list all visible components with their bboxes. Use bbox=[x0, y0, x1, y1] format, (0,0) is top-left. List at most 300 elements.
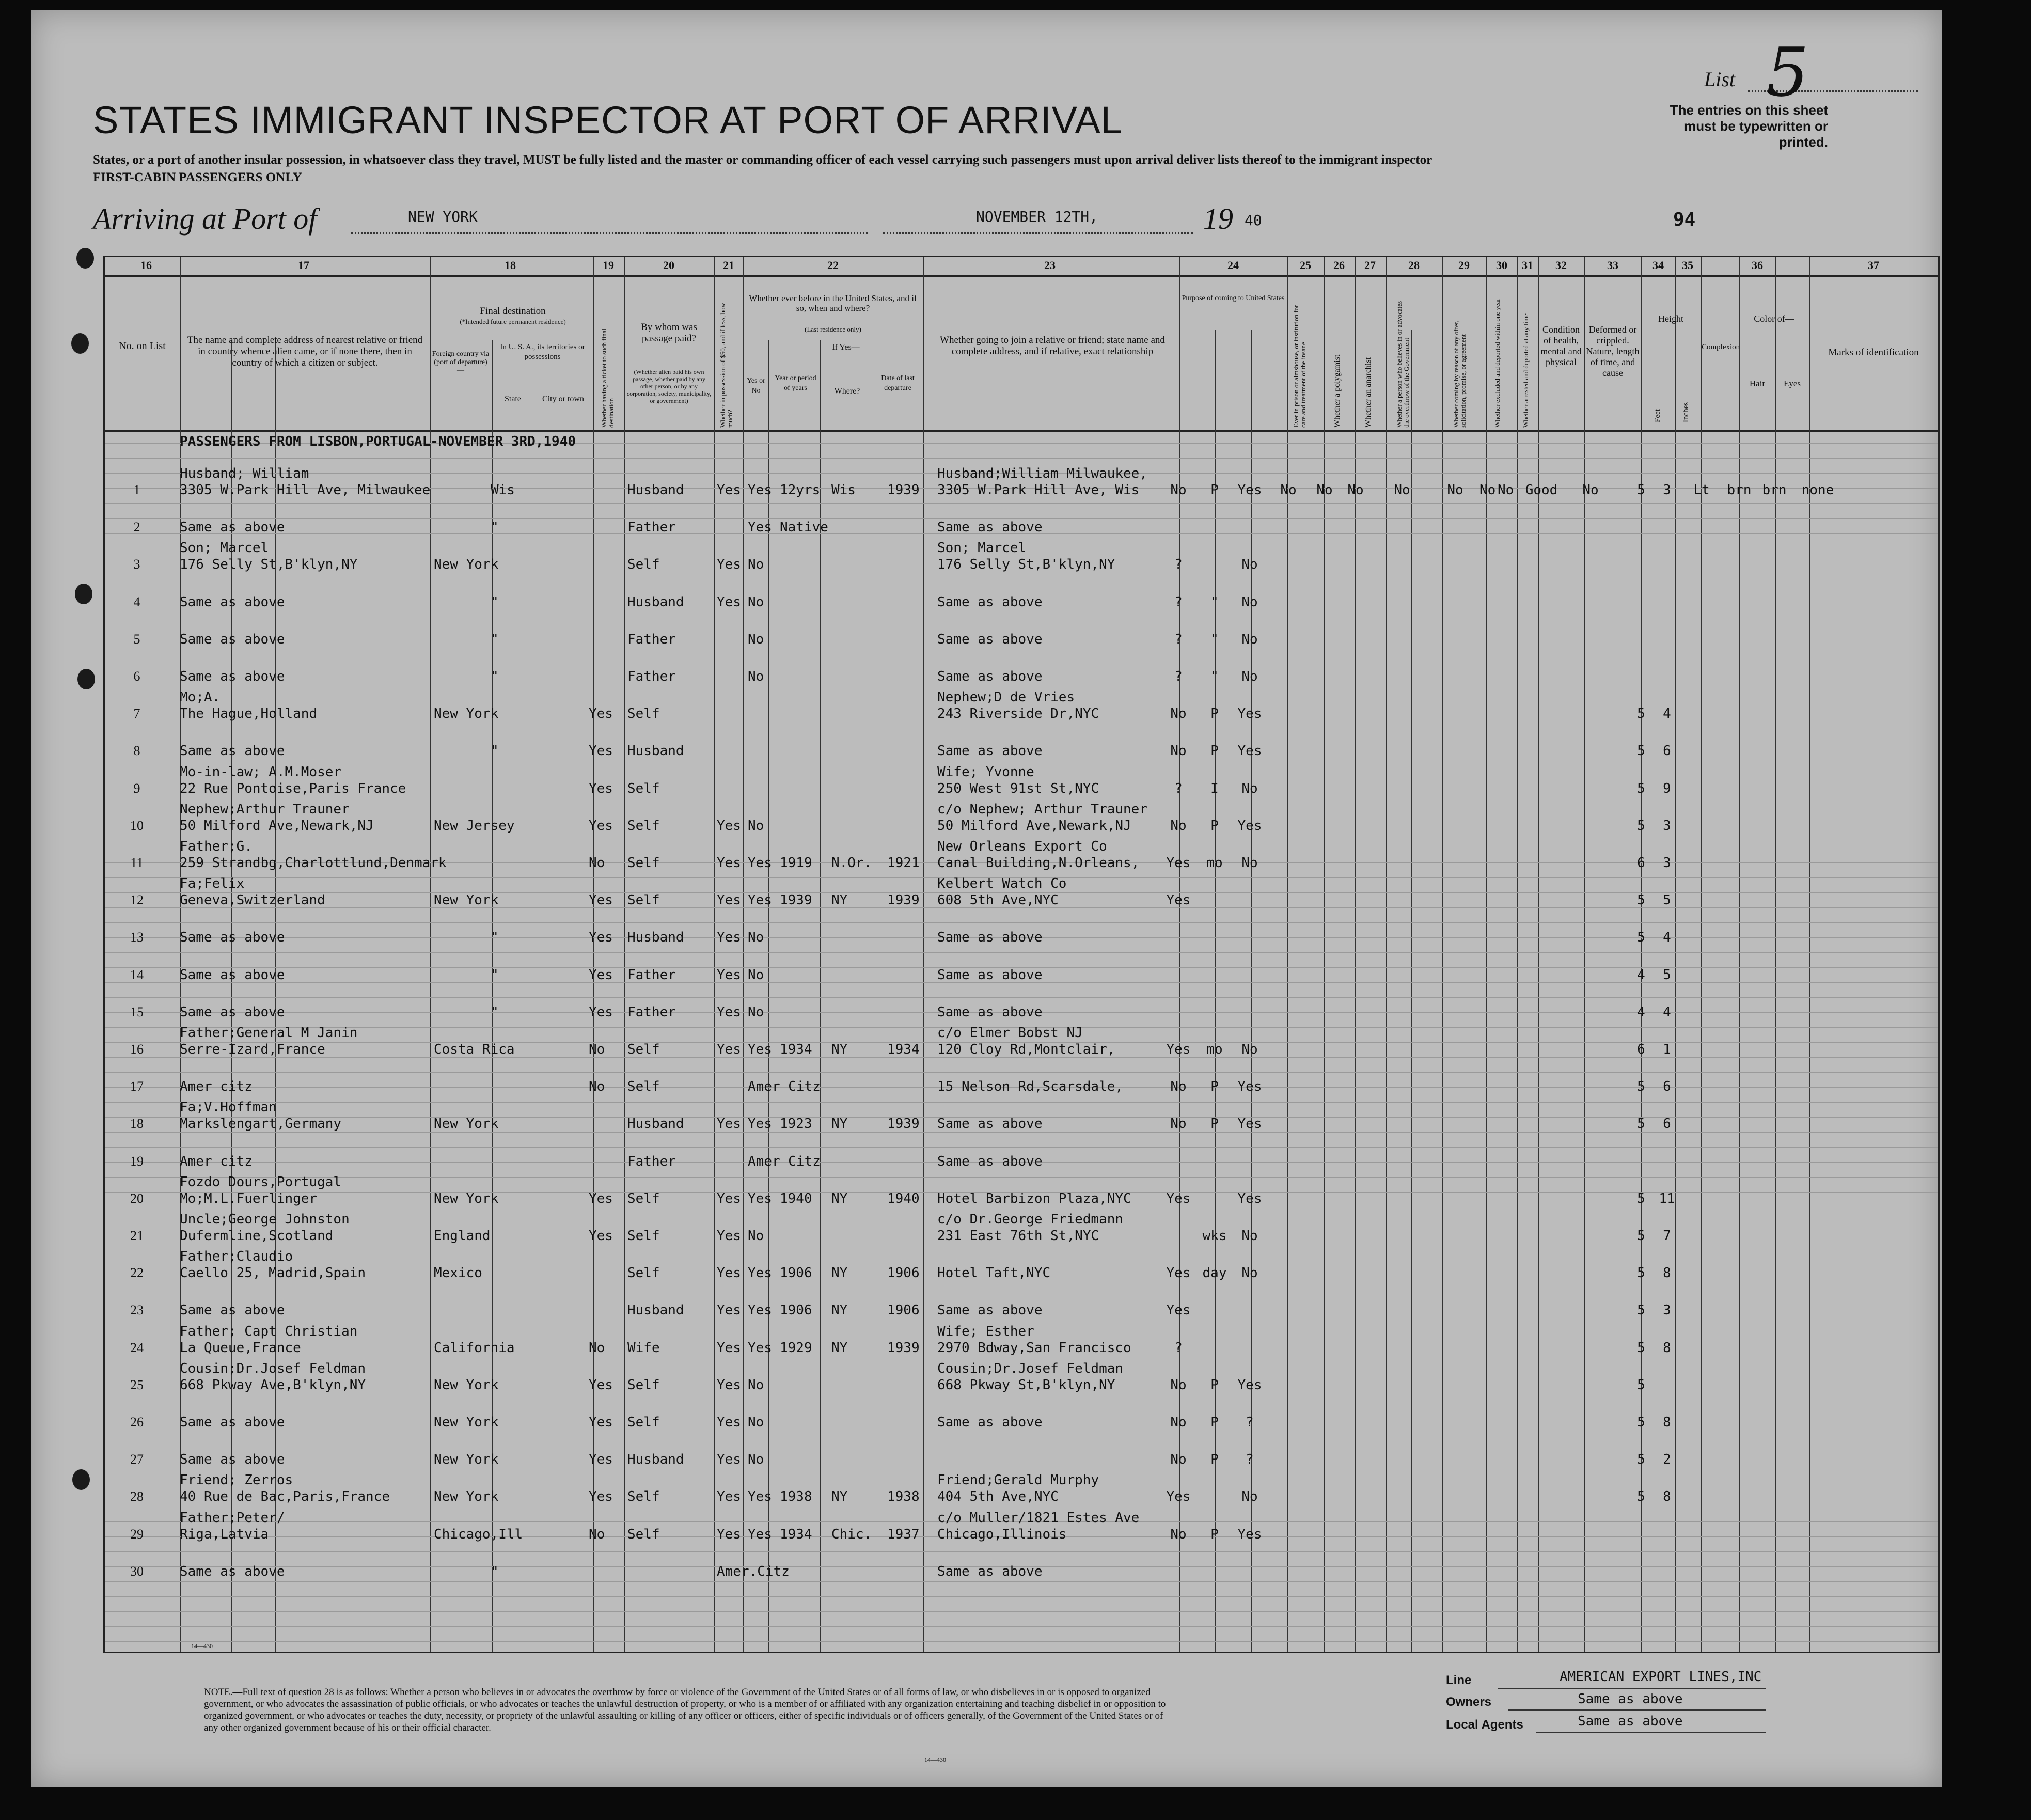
row-10-p24a: No bbox=[1170, 818, 1187, 834]
hdr-possession-50: Whether in possession of $50, and if less, how much? bbox=[719, 303, 734, 428]
row-18-p24b: P bbox=[1210, 1116, 1219, 1132]
row-23-rel2: Same as above bbox=[180, 1303, 285, 1319]
row-18-rel2: Markslengart,Germany bbox=[180, 1116, 342, 1132]
manifest-table bbox=[103, 256, 1940, 1653]
row-12-join1: Kelbert Watch Co bbox=[937, 876, 1067, 892]
row-29-foreign: Chicago,Ill bbox=[434, 1526, 523, 1542]
row-25-ever: No bbox=[748, 1377, 764, 1393]
row-28-p24a: Yes bbox=[1166, 1489, 1191, 1505]
col-num-17: 17 bbox=[298, 259, 309, 272]
row-26-f50: Yes bbox=[717, 1415, 741, 1430]
row-12-foreign: New York bbox=[434, 892, 499, 908]
row-17-ever: Amer Citz bbox=[748, 1079, 821, 1095]
row-1-dep: 1939 bbox=[887, 482, 920, 498]
row-7-paid: Self bbox=[627, 706, 660, 722]
row-1-f50: Yes bbox=[717, 482, 741, 498]
row-1-p24b: P bbox=[1210, 482, 1219, 498]
row-27-p24c: ? bbox=[1246, 1452, 1254, 1468]
row-24-dep: 1939 bbox=[887, 1340, 920, 1356]
hdr-city: City or town bbox=[542, 395, 584, 403]
row-5-no: 5 bbox=[133, 631, 140, 647]
row-22-dep: 1906 bbox=[887, 1265, 920, 1281]
row-4-paid: Husband bbox=[627, 594, 684, 610]
row-21-rel2: Dufermline,Scotland bbox=[180, 1228, 334, 1244]
row-25-foreign: New York bbox=[434, 1377, 499, 1393]
row-21-ever: No bbox=[748, 1228, 764, 1244]
col-num-29: 29 bbox=[1458, 259, 1470, 272]
row-26-join2: Same as above bbox=[937, 1415, 1043, 1430]
row-10-no: 10 bbox=[130, 818, 144, 833]
row-21-join1: c/o Dr.George Friedmann bbox=[937, 1212, 1124, 1227]
row-1-v28: No bbox=[1394, 482, 1410, 498]
row-8-ticket: Yes bbox=[589, 743, 613, 759]
row-3-f50: Yes bbox=[717, 557, 741, 573]
row-29-rel1: Father;Peter/ bbox=[180, 1510, 285, 1526]
row-11-f50: Yes bbox=[717, 855, 741, 871]
row-23-f50: Yes bbox=[717, 1303, 741, 1319]
row-6-p24c: No bbox=[1241, 669, 1258, 684]
row-28-rel2: 40 Rue de Bac,Paris,France bbox=[180, 1489, 390, 1505]
row-1-p24c: Yes bbox=[1237, 482, 1262, 498]
row-24-ever: Yes bbox=[748, 1340, 772, 1356]
row-28-where: NY bbox=[831, 1489, 848, 1505]
row-3-p24c: No bbox=[1241, 557, 1258, 573]
row-22-p24c: No bbox=[1241, 1265, 1258, 1281]
row-29-p24b: P bbox=[1210, 1526, 1219, 1542]
row-9-join2: 250 West 91st St,NYC bbox=[937, 780, 1099, 796]
row-24-feet: 5 bbox=[1637, 1340, 1645, 1356]
hdr-if-yes: If Yes— bbox=[832, 343, 860, 352]
hdr-hair: Hair bbox=[1749, 379, 1766, 388]
row-8-no: 8 bbox=[133, 743, 140, 759]
row-25-no: 25 bbox=[130, 1377, 144, 1392]
row-30-f50: Amer.Citz bbox=[717, 1563, 790, 1579]
row-25-p24b: P bbox=[1210, 1377, 1219, 1393]
hdr-ever-before: Whether ever before in the United States, and if so, when and where? bbox=[749, 293, 917, 313]
list-label: List bbox=[1704, 68, 1736, 91]
row-21-paid: Self bbox=[627, 1228, 660, 1244]
row-11-where: N.Or. bbox=[831, 855, 872, 871]
row-17-feet: 5 bbox=[1637, 1079, 1645, 1095]
row-29-dep: 1937 bbox=[887, 1526, 920, 1542]
row-22-p24b: day bbox=[1202, 1265, 1227, 1281]
row-29-join1: c/o Muller/1821 Estes Ave bbox=[937, 1510, 1140, 1526]
row-23-years: 1906 bbox=[780, 1303, 812, 1319]
row-28-no: 28 bbox=[130, 1489, 144, 1504]
row-22-feet: 5 bbox=[1637, 1265, 1645, 1281]
hdr-passage-paid: By whom was passage paid? bbox=[641, 322, 697, 344]
row-4-ever: No bbox=[748, 594, 764, 610]
row-12-rel1: Fa;Felix bbox=[180, 876, 245, 892]
row-12-inches: 5 bbox=[1663, 892, 1671, 908]
row-11-p24a: Yes bbox=[1166, 855, 1191, 871]
hdr-yes-no: Yes or No bbox=[747, 377, 765, 395]
row-28-join2: 404 5th Ave,NYC bbox=[937, 1489, 1059, 1505]
col-num-22: 22 bbox=[827, 259, 839, 272]
row-22-foreign: Mexico bbox=[434, 1265, 482, 1281]
row-7-foreign: New York bbox=[434, 706, 499, 722]
notice-text: States, or a port of another insular possession, in whatsoever class they travel, MUST be fully listed and the master or commanding officer of each vessel carrying such passengers must upon arrival deliver lists thereof to the immigrant inspector bbox=[93, 153, 1432, 167]
row-1-marks: none bbox=[1801, 482, 1834, 498]
row-15-state: " bbox=[491, 1004, 499, 1020]
form-code: 14—430 bbox=[924, 1756, 946, 1763]
hdr-passage-sub: (Whether alien paid his own passage, whether paid by any other person, or by any corporation, society, municipality, or government) bbox=[626, 368, 712, 404]
row-16-join2: 120 Cloy Rd,Montclair, bbox=[937, 1042, 1115, 1057]
row-8-state: " bbox=[491, 743, 499, 759]
row-12-ever: Yes bbox=[748, 892, 772, 908]
owners-label: Owners bbox=[1446, 1695, 1492, 1709]
row-29-p24a: No bbox=[1170, 1526, 1187, 1542]
row-24-where: NY bbox=[831, 1340, 848, 1356]
row-15-inches: 4 bbox=[1663, 1004, 1671, 1020]
row-16-foreign: Costa Rica bbox=[434, 1042, 515, 1057]
row-7-p24a: No bbox=[1170, 706, 1187, 722]
hdr-col27: Whether an anarchist bbox=[1364, 357, 1373, 428]
row-20-ticket: Yes bbox=[589, 1190, 613, 1206]
row-18-p24c: Yes bbox=[1237, 1116, 1262, 1132]
row-7-rel2: The Hague,Holland bbox=[180, 706, 318, 722]
row-9-paid: Self bbox=[627, 780, 660, 796]
row-30-state: " bbox=[491, 1563, 499, 1579]
row-15-ticket: Yes bbox=[589, 1004, 613, 1020]
row-12-where: NY bbox=[831, 892, 848, 908]
hdr-joining: Whether going to join a relative or friend; state name and complete address, and if relative, exact relationship bbox=[940, 335, 1165, 357]
row-1-ever: Yes bbox=[748, 482, 772, 498]
row-2-rel2: Same as above bbox=[180, 520, 285, 536]
row-3-join1: Son; Marcel bbox=[937, 540, 1027, 556]
row-3-join2: 176 Selly St,B'klyn,NY bbox=[937, 557, 1115, 573]
row-21-p24b: wks bbox=[1202, 1228, 1227, 1244]
row-7-join1: Nephew;D de Vries bbox=[937, 689, 1075, 705]
row-1-v27: No bbox=[1347, 482, 1364, 498]
row-10-inches: 3 bbox=[1663, 818, 1671, 834]
row-19-no: 19 bbox=[130, 1153, 144, 1169]
row-7-no: 7 bbox=[133, 706, 140, 721]
hdr-foreign-country: Foreign country via (port of departure)— bbox=[432, 350, 490, 374]
row-27-p24a: No bbox=[1170, 1452, 1187, 1468]
row-21-inches: 7 bbox=[1663, 1228, 1671, 1244]
punch-hole bbox=[75, 584, 92, 604]
row-25-rel1: Cousin;Dr.Josef Feldman bbox=[180, 1360, 366, 1376]
row-21-p24c: No bbox=[1241, 1228, 1258, 1244]
row-11-no: 11 bbox=[130, 855, 144, 870]
row-15-f50: Yes bbox=[717, 1004, 741, 1020]
row-20-ever: Yes bbox=[748, 1190, 772, 1206]
row-18-paid: Husband bbox=[627, 1116, 684, 1132]
row-30-join2: Same as above bbox=[937, 1563, 1043, 1579]
row-24-join2: 2970 Bdway,San Francisco bbox=[937, 1340, 1131, 1356]
row-24-no: 24 bbox=[130, 1340, 144, 1355]
col-num-35: 35 bbox=[1682, 259, 1693, 272]
row-27-paid: Husband bbox=[627, 1452, 684, 1468]
row-20-no: 20 bbox=[130, 1190, 144, 1206]
hdr-col25: Ever in prison or almshouse, or institution for care and treatment of the insane bbox=[1292, 305, 1307, 428]
row-17-rel2: Amer citz bbox=[180, 1079, 253, 1095]
row-17-inches: 6 bbox=[1663, 1079, 1671, 1095]
row-8-feet: 5 bbox=[1637, 743, 1645, 759]
row-10-join1: c/o Nephew; Arthur Trauner bbox=[937, 801, 1147, 817]
row-28-inches: 8 bbox=[1663, 1489, 1671, 1505]
row-5-p24a: ? bbox=[1174, 631, 1183, 647]
row-28-join1: Friend;Gerald Murphy bbox=[937, 1472, 1099, 1488]
row-1-eyes: brn bbox=[1762, 482, 1787, 498]
row-22-where: NY bbox=[831, 1265, 848, 1281]
row-16-join1: c/o Elmer Bobst NJ bbox=[937, 1025, 1083, 1041]
row-19-join2: Same as above bbox=[937, 1153, 1043, 1169]
row-6-p24a: ? bbox=[1174, 669, 1183, 684]
col-num-16: 16 bbox=[140, 259, 152, 272]
row-18-no: 18 bbox=[130, 1116, 144, 1132]
hdr-marks: Marks of identification bbox=[1828, 347, 1919, 358]
row-9-rel1: Mo-in-law; A.M.Moser bbox=[180, 764, 342, 780]
row-16-no: 16 bbox=[130, 1042, 144, 1057]
row-24-p24a: ? bbox=[1174, 1340, 1183, 1356]
row-1-rel1: Husband; William bbox=[180, 466, 309, 481]
row-12-feet: 5 bbox=[1637, 892, 1645, 908]
row-30-no: 30 bbox=[130, 1563, 144, 1579]
row-16-ever: Yes bbox=[748, 1042, 772, 1057]
row-7-inches: 4 bbox=[1663, 706, 1671, 722]
row-12-paid: Self bbox=[627, 892, 660, 908]
row-17-p24a: No bbox=[1170, 1079, 1187, 1095]
row-9-p24c: No bbox=[1241, 780, 1258, 796]
row-27-rel2: Same as above bbox=[180, 1452, 285, 1468]
row-11-inches: 3 bbox=[1663, 855, 1671, 871]
row-8-p24b: P bbox=[1210, 743, 1219, 759]
row-16-f50: Yes bbox=[717, 1042, 741, 1057]
row-1-hair: brn bbox=[1727, 482, 1752, 498]
row-26-p24c: ? bbox=[1246, 1415, 1254, 1430]
form-code-top: 14—430 bbox=[191, 1642, 213, 1650]
row-11-years: 1919 bbox=[780, 855, 812, 871]
row-29-paid: Self bbox=[627, 1526, 660, 1542]
row-14-rel2: Same as above bbox=[180, 967, 285, 983]
line-label: Line bbox=[1446, 1673, 1472, 1687]
row-4-no: 4 bbox=[133, 594, 140, 609]
row-9-inches: 9 bbox=[1663, 780, 1671, 796]
row-26-inches: 8 bbox=[1663, 1415, 1671, 1430]
row-14-paid: Father bbox=[627, 967, 676, 983]
entries-note: The entries on this sheet must be typewritten or printed. bbox=[1670, 102, 1828, 150]
row-16-inches: 1 bbox=[1663, 1042, 1671, 1057]
row-13-paid: Husband bbox=[627, 930, 684, 946]
hdr-purpose: Purpose of coming to United States bbox=[1182, 294, 1285, 302]
row-25-rel2: 668 Pkway Ave,B'klyn,NY bbox=[180, 1377, 366, 1393]
page-title: STATES IMMIGRANT INSPECTOR AT PORT OF ARRIVAL bbox=[93, 99, 1123, 142]
row-20-p24c: Yes bbox=[1237, 1190, 1262, 1206]
col-num-25: 25 bbox=[1300, 259, 1311, 272]
col-num-19: 19 bbox=[603, 259, 614, 272]
row-3-no: 3 bbox=[133, 557, 140, 572]
row-10-rel2: 50 Milford Ave,Newark,NJ bbox=[180, 818, 374, 834]
row-14-join2: Same as above bbox=[937, 967, 1043, 983]
hdr-eyes: Eyes bbox=[1783, 379, 1801, 388]
row-6-paid: Father bbox=[627, 669, 676, 684]
row-5-join2: Same as above bbox=[937, 631, 1043, 647]
row-19-paid: Father bbox=[627, 1153, 676, 1169]
row-28-paid: Self bbox=[627, 1489, 660, 1505]
punch-hole bbox=[72, 1469, 90, 1490]
row-2-join2: Same as above bbox=[937, 520, 1043, 536]
row-28-rel1: Friend; Zerros bbox=[180, 1472, 293, 1488]
port-of-arrival: NEW YORK bbox=[408, 208, 478, 225]
arrival-date: NOVEMBER 12TH, bbox=[976, 208, 1098, 225]
hdr-no-on-list: No. on List bbox=[119, 340, 166, 352]
row-10-ever: No bbox=[748, 818, 764, 834]
row-1-deformed: No bbox=[1582, 482, 1599, 498]
row-29-years: 1934 bbox=[780, 1526, 812, 1542]
punch-hole bbox=[76, 248, 94, 269]
col-num-21: 21 bbox=[723, 259, 734, 272]
row-11-paid: Self bbox=[627, 855, 660, 871]
row-13-ticket: Yes bbox=[589, 930, 613, 946]
row-1-v31: No bbox=[1498, 482, 1514, 498]
row-5-rel2: Same as above bbox=[180, 631, 285, 647]
row-5-state: " bbox=[491, 631, 499, 647]
row-6-no: 6 bbox=[133, 669, 140, 684]
row-20-dep: 1940 bbox=[887, 1190, 920, 1206]
row-28-p24c: No bbox=[1241, 1489, 1258, 1505]
hdr-health: Condition of health, mental and physical bbox=[1540, 324, 1582, 367]
row-24-foreign: California bbox=[434, 1340, 515, 1356]
row-11-ever: Yes bbox=[748, 855, 772, 871]
col-num-36: 36 bbox=[1752, 259, 1763, 272]
row-6-ever: No bbox=[748, 669, 764, 684]
row-18-feet: 5 bbox=[1637, 1116, 1645, 1132]
row-11-dep: 1921 bbox=[887, 855, 920, 871]
row-29-ticket: No bbox=[589, 1526, 605, 1542]
row-10-f50: Yes bbox=[717, 818, 741, 834]
row-29-join2: Chicago,Illinois bbox=[937, 1526, 1067, 1542]
row-27-inches: 2 bbox=[1663, 1452, 1671, 1468]
hdr-final-destination-sub: (*Intended future permanent residence) bbox=[460, 318, 566, 325]
owners-value: Same as above bbox=[1578, 1691, 1683, 1707]
row-24-f50: Yes bbox=[717, 1340, 741, 1356]
row-19-rel2: Amer citz bbox=[180, 1153, 253, 1169]
hdr-in-usa: In U. S. A., its territories or possessions bbox=[500, 343, 585, 361]
row-4-p24b: " bbox=[1210, 594, 1219, 610]
col-num-37: 37 bbox=[1868, 259, 1879, 272]
row-20-foreign: New York bbox=[434, 1190, 499, 1206]
row-20-rel2: Mo;M.L.Fuerlinger bbox=[180, 1190, 318, 1206]
row-21-join2: 231 East 76th St,NYC bbox=[937, 1228, 1099, 1244]
hdr-year-period: Year or period of years bbox=[775, 374, 816, 392]
row-24-rel2: La Queue,France bbox=[180, 1340, 301, 1356]
row-16-paid: Self bbox=[627, 1042, 660, 1057]
row-28-ever: Yes bbox=[748, 1489, 772, 1505]
row-25-feet: 5 bbox=[1637, 1377, 1645, 1393]
row-1-join2: 3305 W.Park Hill Ave, Wis bbox=[937, 482, 1140, 498]
row-15-rel2: Same as above bbox=[180, 1004, 285, 1020]
row-10-rel1: Nephew;Arthur Trauner bbox=[180, 801, 350, 817]
row-10-feet: 5 bbox=[1637, 818, 1645, 834]
row-14-ticket: Yes bbox=[589, 967, 613, 983]
row-26-ticket: Yes bbox=[589, 1415, 613, 1430]
row-1-health: Good bbox=[1525, 482, 1558, 498]
row-12-ticket: Yes bbox=[589, 892, 613, 908]
row-21-ticket: Yes bbox=[589, 1228, 613, 1244]
row-1-v29: No bbox=[1447, 482, 1463, 498]
row-12-f50: Yes bbox=[717, 892, 741, 908]
hdr-col29: Whether coming by reason of any offer, solicitation, promise, or agreement bbox=[1452, 320, 1467, 428]
row-7-feet: 5 bbox=[1637, 706, 1645, 722]
row-24-paid: Wife bbox=[627, 1340, 660, 1356]
row-1-feet: 5 bbox=[1637, 482, 1645, 498]
row-15-join2: Same as above bbox=[937, 1004, 1043, 1020]
row-21-foreign: England bbox=[434, 1228, 491, 1244]
row-8-rel2: Same as above bbox=[180, 743, 285, 759]
punch-hole bbox=[71, 333, 89, 354]
row-13-join2: Same as above bbox=[937, 930, 1043, 946]
row-9-rel2: 22 Rue Pontoise,Paris France bbox=[180, 780, 406, 796]
row-4-join2: Same as above bbox=[937, 594, 1043, 610]
row-16-p24b: mo bbox=[1206, 1042, 1223, 1057]
row-11-rel1: Father;G. bbox=[180, 839, 253, 854]
row-27-feet: 5 bbox=[1637, 1452, 1645, 1468]
row-2-paid: Father bbox=[627, 520, 676, 536]
row-8-join2: Same as above bbox=[937, 743, 1043, 759]
row-1-v25: No bbox=[1280, 482, 1297, 498]
agents-value: Same as above bbox=[1578, 1714, 1683, 1729]
row-24-join1: Wife; Esther bbox=[937, 1323, 1034, 1339]
row-9-join1: Wife; Yvonne bbox=[937, 764, 1034, 780]
row-20-feet: 5 bbox=[1637, 1190, 1645, 1206]
row-15-ever: No bbox=[748, 1004, 764, 1020]
row-13-ever: No bbox=[748, 930, 764, 946]
footnote-question-28: NOTE.—Full text of question 28 is as follows: Whether a person who believes in or advocates the overthrow by force or violence of the Government of the United States or of all forms of law, or who disbelieves in or is opposed to organized government, or who advocates the assassination of public officials, or who advocates or teaches the unlawful destruction of property, or who is a member of or affiliated with any organization entertaining and teaching disbelief in or opposition to organized government, or who advocates or teaches the duty, necessity, or propriety of the unlawful assaulting or killing of any officer or officers, either of specific individuals or of officers generally, of the Government of the United States or of any other organized government because of his or their official character. bbox=[204, 1687, 1166, 1733]
row-18-inches: 6 bbox=[1663, 1116, 1671, 1132]
row-17-no: 17 bbox=[130, 1079, 144, 1094]
row-14-no: 14 bbox=[130, 967, 144, 982]
row-22-ever: Yes bbox=[748, 1265, 772, 1281]
agents-label: Local Agents bbox=[1446, 1718, 1523, 1732]
row-26-p24b: P bbox=[1210, 1415, 1219, 1430]
hdr-deformed: Deformed or crippled. Nature, length of time, and cause bbox=[1586, 324, 1640, 378]
arrival-year-suffix: 40 bbox=[1245, 212, 1262, 229]
row-3-paid: Self bbox=[627, 557, 660, 573]
row-22-inches: 8 bbox=[1663, 1265, 1671, 1281]
row-13-rel2: Same as above bbox=[180, 930, 285, 946]
col-num-20: 20 bbox=[663, 259, 674, 272]
row-8-inches: 6 bbox=[1663, 743, 1671, 759]
row-1-join1: Husband;William Milwaukee, bbox=[937, 466, 1147, 481]
row-23-feet: 5 bbox=[1637, 1303, 1645, 1319]
row-26-no: 26 bbox=[130, 1415, 144, 1430]
row-26-foreign: New York bbox=[434, 1415, 499, 1430]
row-16-p24a: Yes bbox=[1166, 1042, 1191, 1057]
row-2-years: Native bbox=[780, 520, 828, 536]
row-18-rel1: Fa;V.Hoffman bbox=[180, 1100, 277, 1116]
row-16-where: NY bbox=[831, 1042, 848, 1057]
row-17-p24b: P bbox=[1210, 1079, 1219, 1095]
section-heading: PASSENGERS FROM LISBON,PORTUGAL-NOVEMBER 3RD,1940 bbox=[180, 434, 576, 449]
line-value: AMERICAN EXPORT LINES,INC bbox=[1560, 1669, 1762, 1685]
row-12-join2: 608 5th Ave,NYC bbox=[937, 892, 1059, 908]
row-20-p24a: Yes bbox=[1166, 1190, 1191, 1206]
row-14-inches: 5 bbox=[1663, 967, 1671, 983]
row-6-state: " bbox=[491, 669, 499, 684]
row-7-p24c: Yes bbox=[1237, 706, 1262, 722]
row-1-v30: No bbox=[1479, 482, 1496, 498]
row-11-p24b: mo bbox=[1206, 855, 1223, 871]
row-14-f50: Yes bbox=[717, 967, 741, 983]
row-29-f50: Yes bbox=[717, 1526, 741, 1542]
row-9-p24b: I bbox=[1210, 780, 1219, 796]
row-6-join2: Same as above bbox=[937, 669, 1043, 684]
row-1-paid: Husband bbox=[627, 482, 684, 498]
row-1-no: 1 bbox=[133, 482, 140, 497]
col-num-27: 27 bbox=[1364, 259, 1376, 272]
